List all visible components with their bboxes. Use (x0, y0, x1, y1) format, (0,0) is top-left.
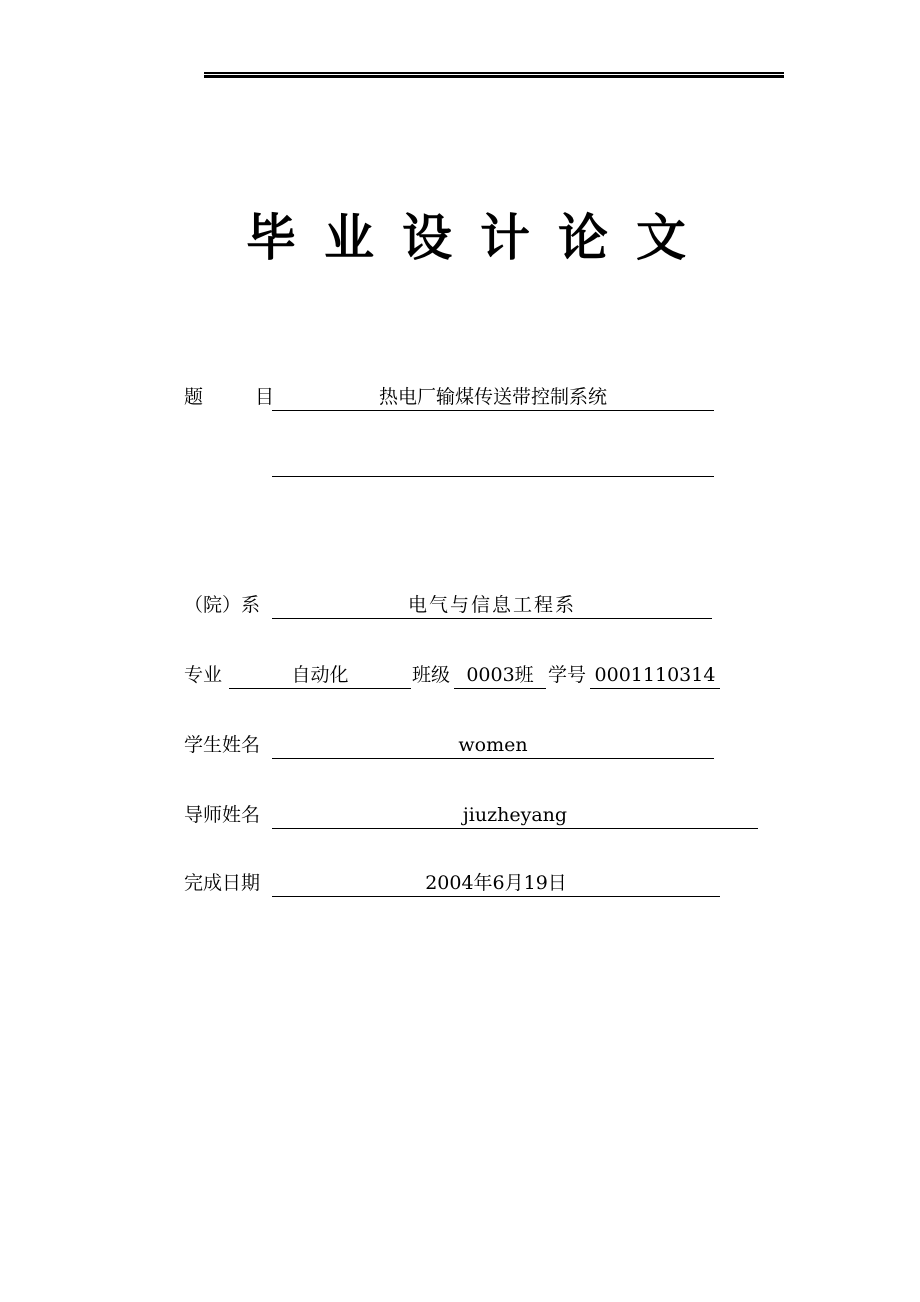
department-row (184, 590, 744, 620)
department-label: （院）系 (184, 594, 261, 616)
topic-field: 热电厂输煤传送带控制系统 (272, 382, 714, 411)
topic-label-part1: 题 (184, 386, 204, 408)
department-field: 电气与信息工程系 (272, 590, 712, 619)
program-row (184, 660, 744, 690)
topic-label-part2: 目 (255, 386, 275, 408)
header-double-rule (204, 72, 784, 78)
completion-date-row (184, 868, 744, 898)
major-field: 自动化 (229, 660, 411, 689)
topic-row-continued (184, 448, 744, 478)
major-label: 专业 (184, 664, 223, 686)
class-field: 0003班 (454, 660, 546, 689)
student-id-label: 学号 (548, 664, 587, 686)
advisor-name-label: 导师姓名 (184, 804, 261, 826)
student-name-field: women (272, 730, 714, 759)
advisor-name-row (184, 800, 784, 830)
topic-row (184, 382, 744, 412)
advisor-name-field: jiuzheyang (272, 800, 758, 829)
student-name-row (184, 730, 744, 760)
completion-date-label: 完成日期 (184, 872, 261, 894)
student-name-label: 学生姓名 (184, 734, 261, 756)
topic-field-line2 (272, 448, 714, 477)
document-title: 毕业设计论文 (246, 209, 714, 267)
class-label: 班级 (412, 664, 451, 686)
completion-date-field: 2004年6月19日 (272, 868, 720, 897)
student-id-field: 0001110314 (590, 660, 720, 689)
topic-label (184, 382, 274, 412)
